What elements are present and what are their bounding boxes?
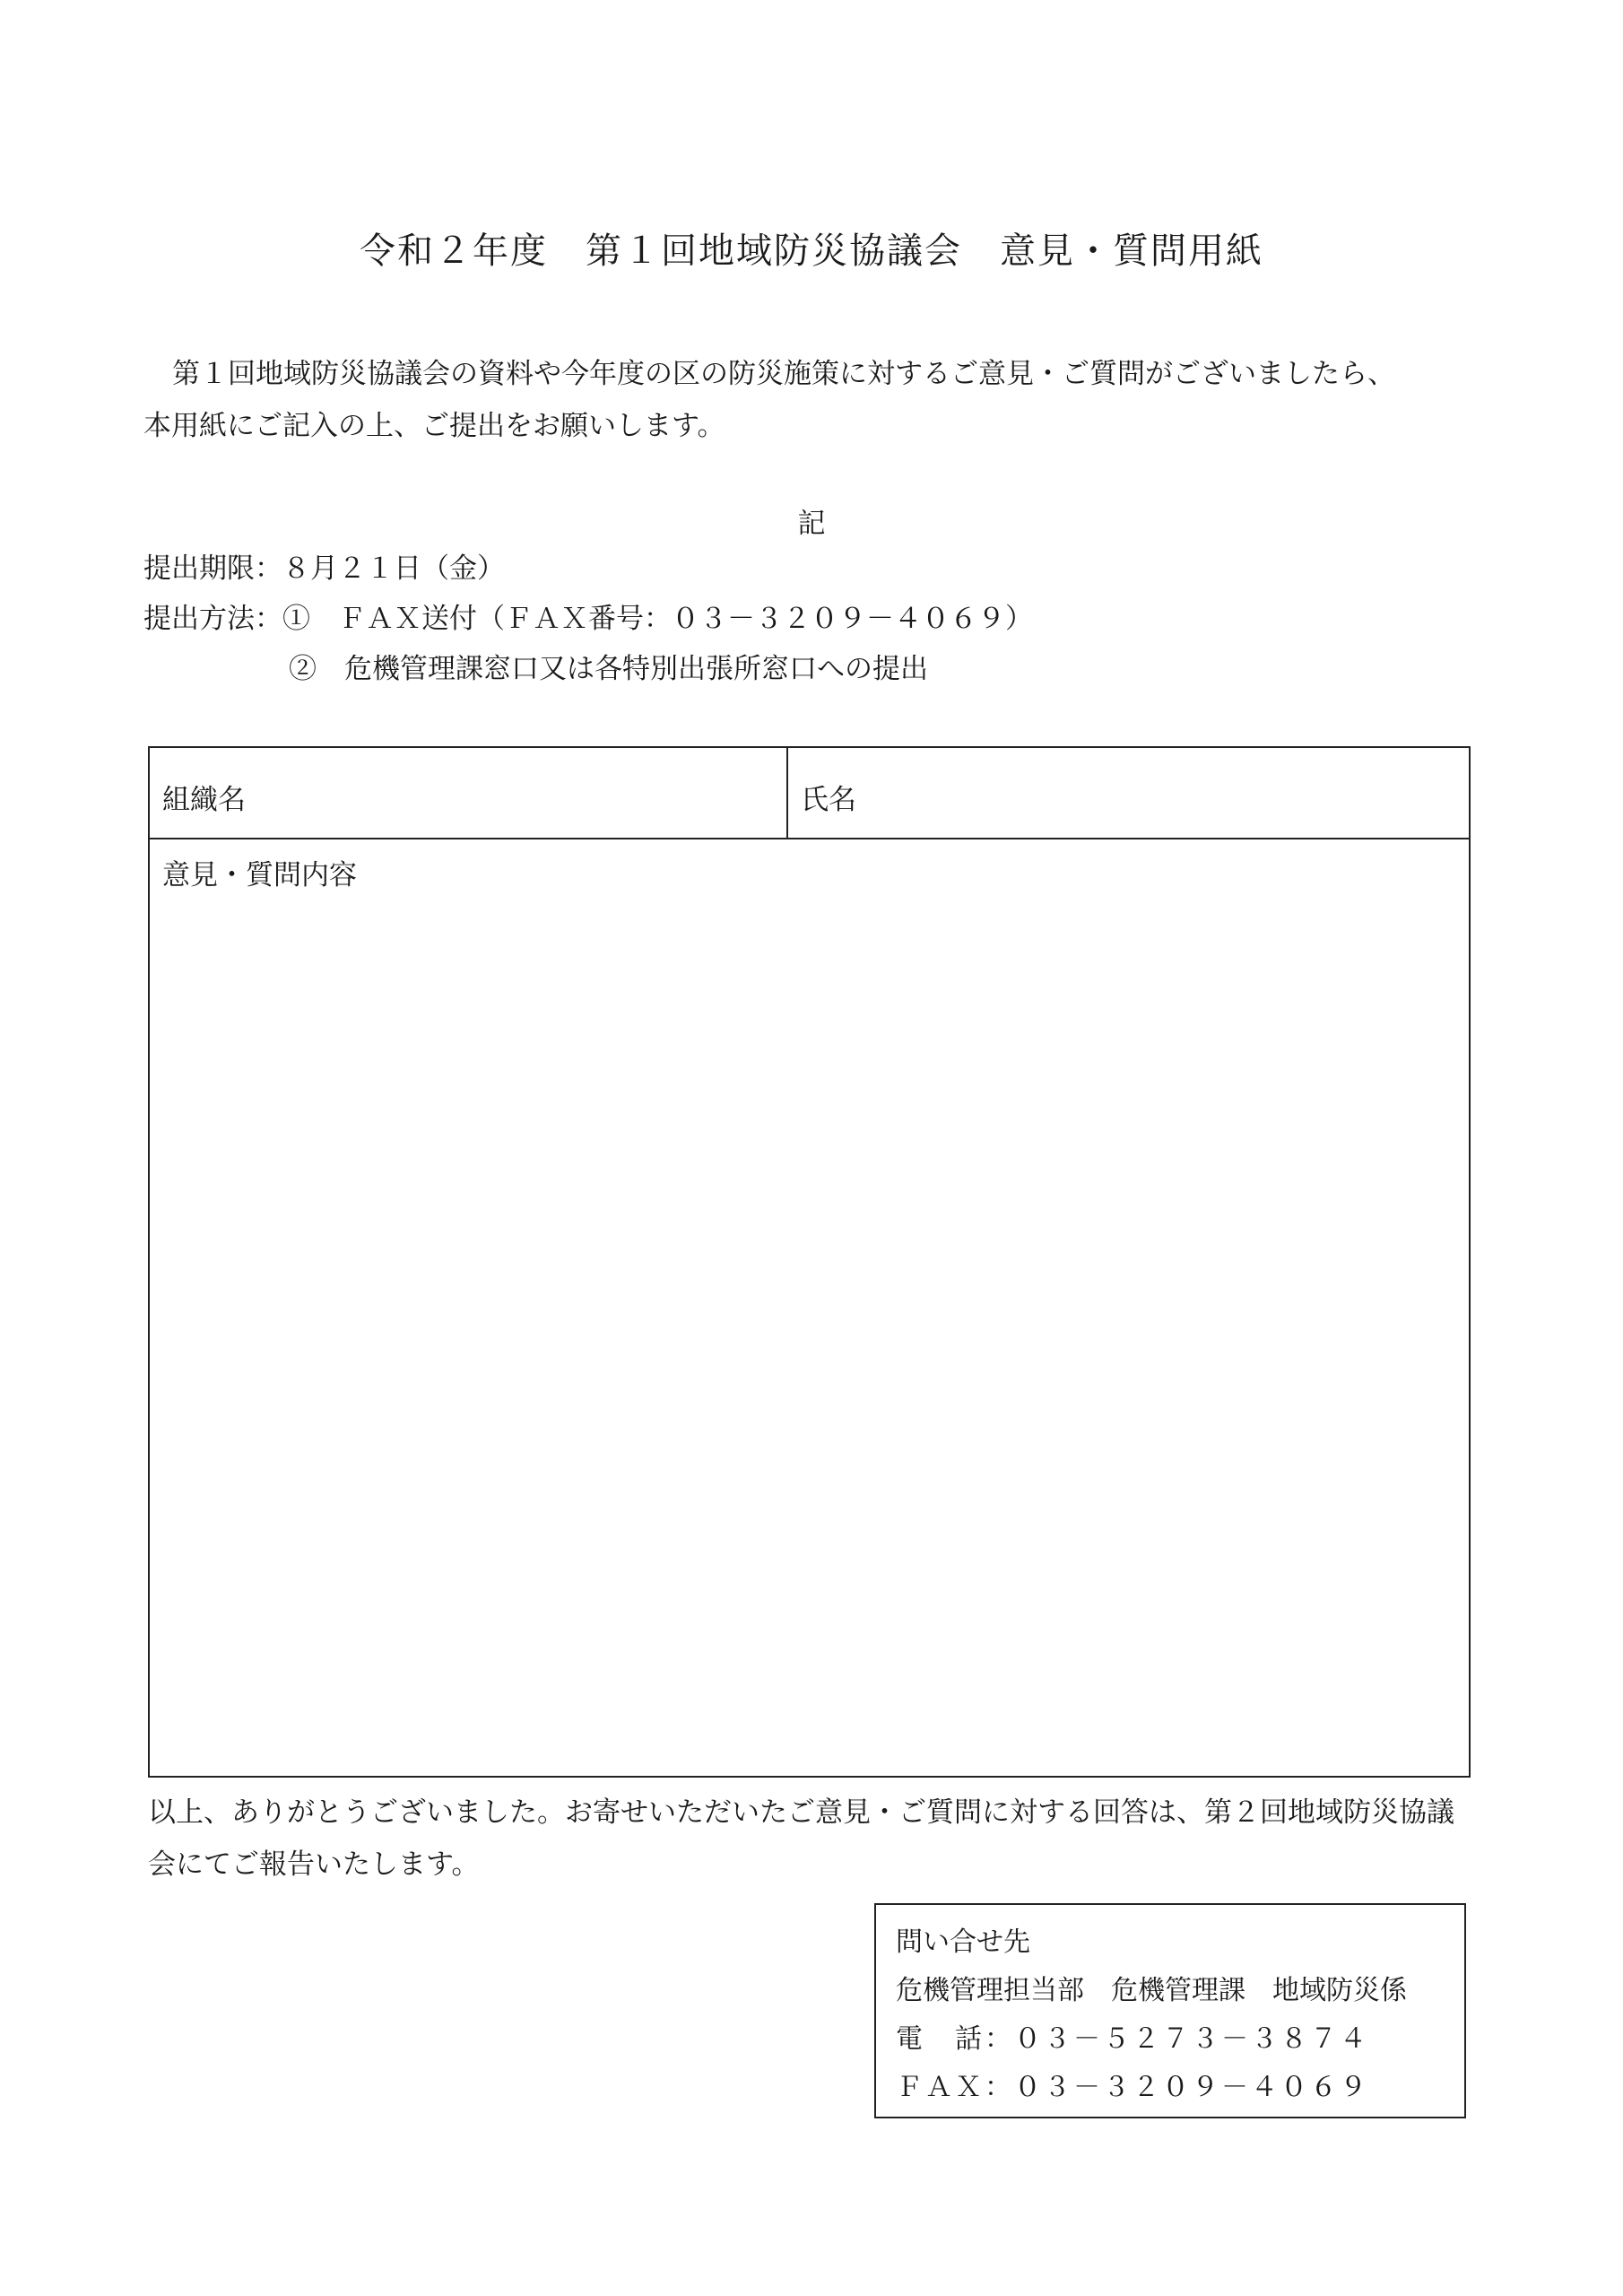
- submission-method-1: 提出方法：① ＦＡＸ送付（ＦＡＸ番号：０３－３２０９－４０６９）: [143, 603, 1033, 635]
- closing-line-2: 会にてご報告いたします。: [148, 1848, 480, 1881]
- contact-fax: ＦＡＸ：０３－３２０９－４０６９: [896, 2072, 1369, 2103]
- contact-box: [874, 1903, 1466, 2118]
- closing-line-1: 以上、ありがとうございました。お寄せいただいたご意見・ご質問に対する回答は、第２回地域防災協議: [148, 1796, 1454, 1829]
- intro-line-2: 本用紙にご記入の上、ご提出をお願いします。: [143, 410, 725, 442]
- organization-label: 組織名: [162, 784, 246, 816]
- organization-cell: [150, 748, 788, 838]
- name-label: 氏名: [801, 784, 856, 816]
- intro-text: [143, 348, 1395, 452]
- document-title: 令和２年度 第１回地域防災協議会 意見・質問用紙: [360, 230, 1263, 272]
- contact-heading: 問い合せ先: [896, 1926, 1030, 1958]
- submission-deadline: 提出期限：８月２１日（金）: [143, 552, 505, 585]
- form-header-row: [150, 748, 1469, 839]
- opinion-content-cell: [150, 839, 1469, 1776]
- opinion-content-label: 意見・質問内容: [162, 859, 357, 891]
- ki-heading: 記: [797, 508, 826, 540]
- intro-line-1: 第１回地域防災協議会の資料や今年度の区の防災施策に対するご意見・ご質問がございましたら、: [172, 358, 1395, 390]
- name-cell: [788, 748, 1469, 838]
- closing-text: [148, 1787, 1454, 1891]
- submission-method-2: ② 危機管理課窓口又は各特別出張所窓口への提出: [289, 653, 928, 685]
- contact-department: 危機管理担当部 危機管理課 地域防災係: [896, 1975, 1407, 2006]
- contact-phone: 電 話：０３－５２７３－３８７４: [896, 2023, 1369, 2055]
- opinion-form-table: [148, 746, 1471, 1778]
